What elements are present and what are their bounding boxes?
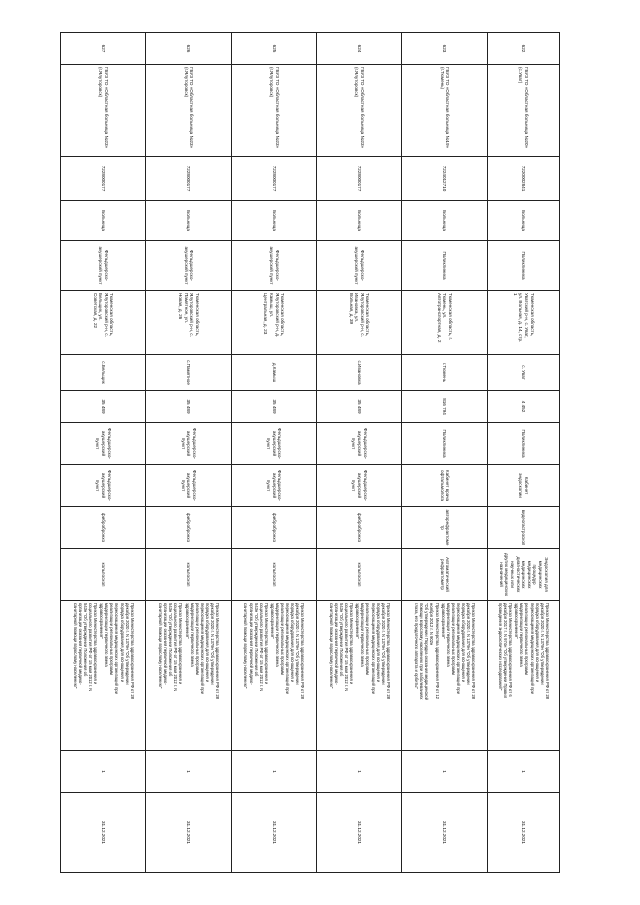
facility-subtype: Фельдшерско- акушерский пункт xyxy=(61,241,146,291)
equipment-name: авторефрактометр xyxy=(402,507,487,549)
population-count: 35 489 xyxy=(231,391,316,423)
structural-unit: Фельдшерско- акушерский пункт xyxy=(231,423,316,465)
facility-type: Больница xyxy=(146,201,231,241)
room-name: Фельдшерско- акушерский пункт xyxy=(146,465,231,507)
regulatory-document-entry: Приказ Министерства здравоохранения РФ от 12 ноября 2012 г. N 902н "Об утверждении Порядка оказания медицинской помощи взрослому населению при заболеваниях глаза, его придаточного аппарата и орбиты" xyxy=(414,603,440,701)
table-row xyxy=(61,33,146,873)
due-date: 31.12.2021 xyxy=(402,793,487,873)
equipment-purpose: кольпоскоп xyxy=(317,549,402,601)
quantity: 1 xyxy=(317,751,402,793)
equipment-purpose: кольпоскоп xyxy=(146,549,231,601)
facility-address: Тюменская область, Ялуторовский р-н, с. Памятное, ул. Новая, д. 26 xyxy=(146,291,231,355)
due-date: 31.12.2021 xyxy=(61,793,146,873)
row-number: 622 xyxy=(487,33,559,65)
regulatory-document-entry: Приказ Министерства здравоохранения РФ от 28 декабря 2020 г. N 1379н "Об утверждении порядка оборудования для оснащения и переоснащения медицинских организаций при реализации региональных программ модернизации первичного звена здравоохранения" xyxy=(184,603,221,700)
equipment-purpose: Эндоскопия для медицинских процедур медицинских медицинских диагностических научных или других медицинских назначений xyxy=(487,549,559,601)
regulatory-documents xyxy=(402,601,487,751)
locality-name: с.Бельщик xyxy=(61,355,146,391)
due-date: 31.12.2021 xyxy=(317,793,402,873)
row-number: 624 xyxy=(317,33,402,65)
facility-subtype: Фельдшерско- акушерский пункт xyxy=(231,241,316,291)
organization-name: ГБУЗ ТО «Областная больница №20» (с.Уват) xyxy=(487,65,559,157)
room-name: Кабинет эндоскопии xyxy=(487,465,559,507)
quantity: 1 xyxy=(146,751,231,793)
equipment-name: видеогастроскоп xyxy=(487,507,559,549)
regulatory-document-entry: Приказ Министерства здравоохранения РФ от 28 декабря 2020 г. N 1379н "Об утверждении порядка оборудования для оснащения и переоснащения медицинских организаций при реализации региональных программ модернизации первичного звена здравоохранения" xyxy=(355,603,391,700)
regulatory-document-entry: Приказ Министерства здравоохранения и социального развития РФ от 15 мая 2012 г. N 543н "Об утверждении Положения об организации оказания первичной медико- санитарной помощи взрослому населению" xyxy=(243,603,269,692)
facility-subtype: Поликлиника xyxy=(402,241,487,291)
regulatory-document-entry: Приказ Министерства здравоохранения РФ от 28 декабря 2020 г. N 1379н "Об утверждении порядка оборудования для оснащения и переоснащения медицинских организаций при реализации региональных программ модернизации первичного звена здравоохранения" xyxy=(440,603,477,700)
facility-address: Тюменская область, Ялуторовский р-н, с. Ивановка, ул. Вольная, д. 39 xyxy=(317,291,402,355)
organization-name: ГБУЗ ТО «Областная больница №19» (г.Тюмень) xyxy=(402,65,487,157)
table-row xyxy=(317,33,402,873)
structural-unit: Фельдшерско- акушерский пункт xyxy=(317,423,402,465)
organization-name: ГБУЗ ТО «Областная больница №23» (г.Ялуторовск) xyxy=(146,65,231,157)
facility-address: Тюменская область, г. Тюмень, ул. Автотранспортная, д. 2 xyxy=(402,291,487,355)
facility-subtype: Поликлиника xyxy=(487,241,559,291)
organization-name: ГБУЗ ТО «Областная больница №23» (г.Ялуторовск) xyxy=(61,65,146,157)
quantity: 1 xyxy=(231,751,316,793)
locality-name: д.Камыш xyxy=(231,355,316,391)
equipment-purpose: Автоматический рефрактометр xyxy=(402,549,487,601)
quantity: 1 xyxy=(487,751,559,793)
facility-type: Больница xyxy=(61,201,146,241)
regulatory-document-entry: Приказ Министерства здравоохранения и социального развития РФ от 15 мая 2012 г. N 543н "Об утверждении Положения об организации оказания первичной медико- санитарной помощи взрослому населению" xyxy=(158,603,184,692)
rotated-table-container xyxy=(60,32,560,872)
locality-name: с. Уват xyxy=(487,355,559,391)
inn-code: 7228000177 xyxy=(146,157,231,201)
inn-code: 7228000177 xyxy=(231,157,316,201)
population-count: 816 794 xyxy=(402,391,487,423)
population-count: 35 489 xyxy=(317,391,402,423)
population-count: 4 452 xyxy=(487,391,559,423)
equipment-name: фибробронхо xyxy=(231,507,316,549)
due-date: 31.12.2021 xyxy=(146,793,231,873)
regulatory-document-entry: Приказ Министерства здравоохранения и социального развития РФ от 15 мая 2012 г. N 543н "Об утверждении Положения об организации оказания первичной медико- санитарной помощи взрослому населению" xyxy=(328,603,355,692)
due-date: 31.12.2021 xyxy=(487,793,559,873)
structural-unit: Фельдшерско- акушерский пункт xyxy=(146,423,231,465)
row-number: 625 xyxy=(231,33,316,65)
room-name: Фельдшерско- акушерский пункт xyxy=(61,465,146,507)
room-name: Фельдшерско- акушерский пункт xyxy=(317,465,402,507)
population-count: 35 489 xyxy=(146,391,231,423)
organization-name: ГБУЗ ТО «Областная больница №23» (г.Ялуторовск) xyxy=(231,65,316,157)
facility-type: Больница xyxy=(231,201,316,241)
regulatory-document-entry: Приказ Министерства здравоохранения и социального развития РФ от 15 мая 2012 г. N 543н "Об утверждении Положения об организации оказания первичной медико- санитарной помощи взрослому населению" xyxy=(72,603,99,692)
locality-name: с.Памятное xyxy=(146,355,231,391)
due-date: 31.12.2021 xyxy=(231,793,316,873)
row-number: 623 xyxy=(402,33,487,65)
facility-address: Тюменская область, Уватский р-н, с. Уват, ул. Вольная, д. 14, стр. 1 xyxy=(487,291,559,355)
locality-name: с.Ивановка xyxy=(317,355,402,391)
table-row xyxy=(146,33,231,873)
inn-code: 7228000177 xyxy=(61,157,146,201)
regulatory-documents xyxy=(317,601,402,751)
regulatory-documents xyxy=(61,601,146,751)
facility-type: Больница xyxy=(317,201,402,241)
regulatory-documents xyxy=(231,601,316,751)
regulatory-documents xyxy=(487,601,559,751)
equipment-name: фибробронхо xyxy=(146,507,231,549)
facility-address: Тюменская область, Ялуторовский р-н, д. Камыш, ул. Центральная, д. 23 xyxy=(231,291,316,355)
equipment-purpose: кольпоскоп xyxy=(231,549,316,601)
regulatory-documents xyxy=(146,601,231,751)
structural-unit: Фельдшерско- акушерский пункт xyxy=(61,423,146,465)
facility-type: Больница xyxy=(487,201,559,241)
structural-unit: Поликлиника xyxy=(402,423,487,465)
table-row xyxy=(402,33,487,873)
quantity: 1 xyxy=(61,751,146,793)
structural-unit: Поликлиника xyxy=(487,423,559,465)
room-name: Фельдшерско- акушерский пункт xyxy=(231,465,316,507)
table-row xyxy=(487,33,559,873)
organization-name: ГБУЗ ТО «Областная больница №23» (г.Ялуторовск) xyxy=(317,65,402,157)
locality-name: г.Тюмень xyxy=(402,355,487,391)
regulatory-document-entry: Приказ Министерства здравоохранения РФ от 28 декабря 2020 г. N 1379н "Об утверждении порядка оборудования для оснащения и переоснащения медицинских организаций при реализации региональных программ модернизации первичного звена здравоохранения" xyxy=(514,603,550,700)
inn-code: 7224012710 xyxy=(402,157,487,201)
facility-subtype: Фельдшерско- акушерский пункт xyxy=(317,241,402,291)
facility-address: Тюменская область, Ялуторовский р-н, с. Бельщик, ул. Советская, д. 22 xyxy=(61,291,146,355)
facility-subtype: Фельдшерско- акушерский пункт xyxy=(146,241,231,291)
inn-code: 7228000177 xyxy=(317,157,402,201)
equipment-name: фибробронхо xyxy=(317,507,402,549)
population-count: 35 489 xyxy=(61,391,146,423)
regulatory-document-entry: Приказ Министерства здравоохранения РФ от 6 декабря 2017 г. N 974н "Об утверждении Правил проведения эндоскопических исследований" xyxy=(498,603,514,699)
row-number: 627 xyxy=(61,33,146,65)
room-name: Кабинет врача офтальмолога xyxy=(402,465,487,507)
quantity: 1 xyxy=(402,751,487,793)
row-number: 626 xyxy=(146,33,231,65)
equipment-table xyxy=(60,32,560,873)
facility-type: Больница xyxy=(402,201,487,241)
equipment-name: фибробронхо xyxy=(61,507,146,549)
table-row xyxy=(231,33,316,873)
inn-code: 7220002841 xyxy=(487,157,559,201)
regulatory-document-entry: Приказ Министерства здравоохранения РФ от 28 декабря 2020 г. N 1379н "Об утверждении порядка оборудования для оснащения и переоснащения медицинских организаций при реализации региональных программ модернизации первичного звена здравоохранения" xyxy=(269,603,306,700)
regulatory-document-entry: Приказ Министерства здравоохранения РФ от 28 декабря 2020 г. N 1379н "Об утверждении порядка оборудования для оснащения и переоснащения медицинских организаций при реализации региональных программ модернизации первичного звена здравоохранения" xyxy=(99,603,135,700)
equipment-purpose: кольпоскоп xyxy=(61,549,146,601)
